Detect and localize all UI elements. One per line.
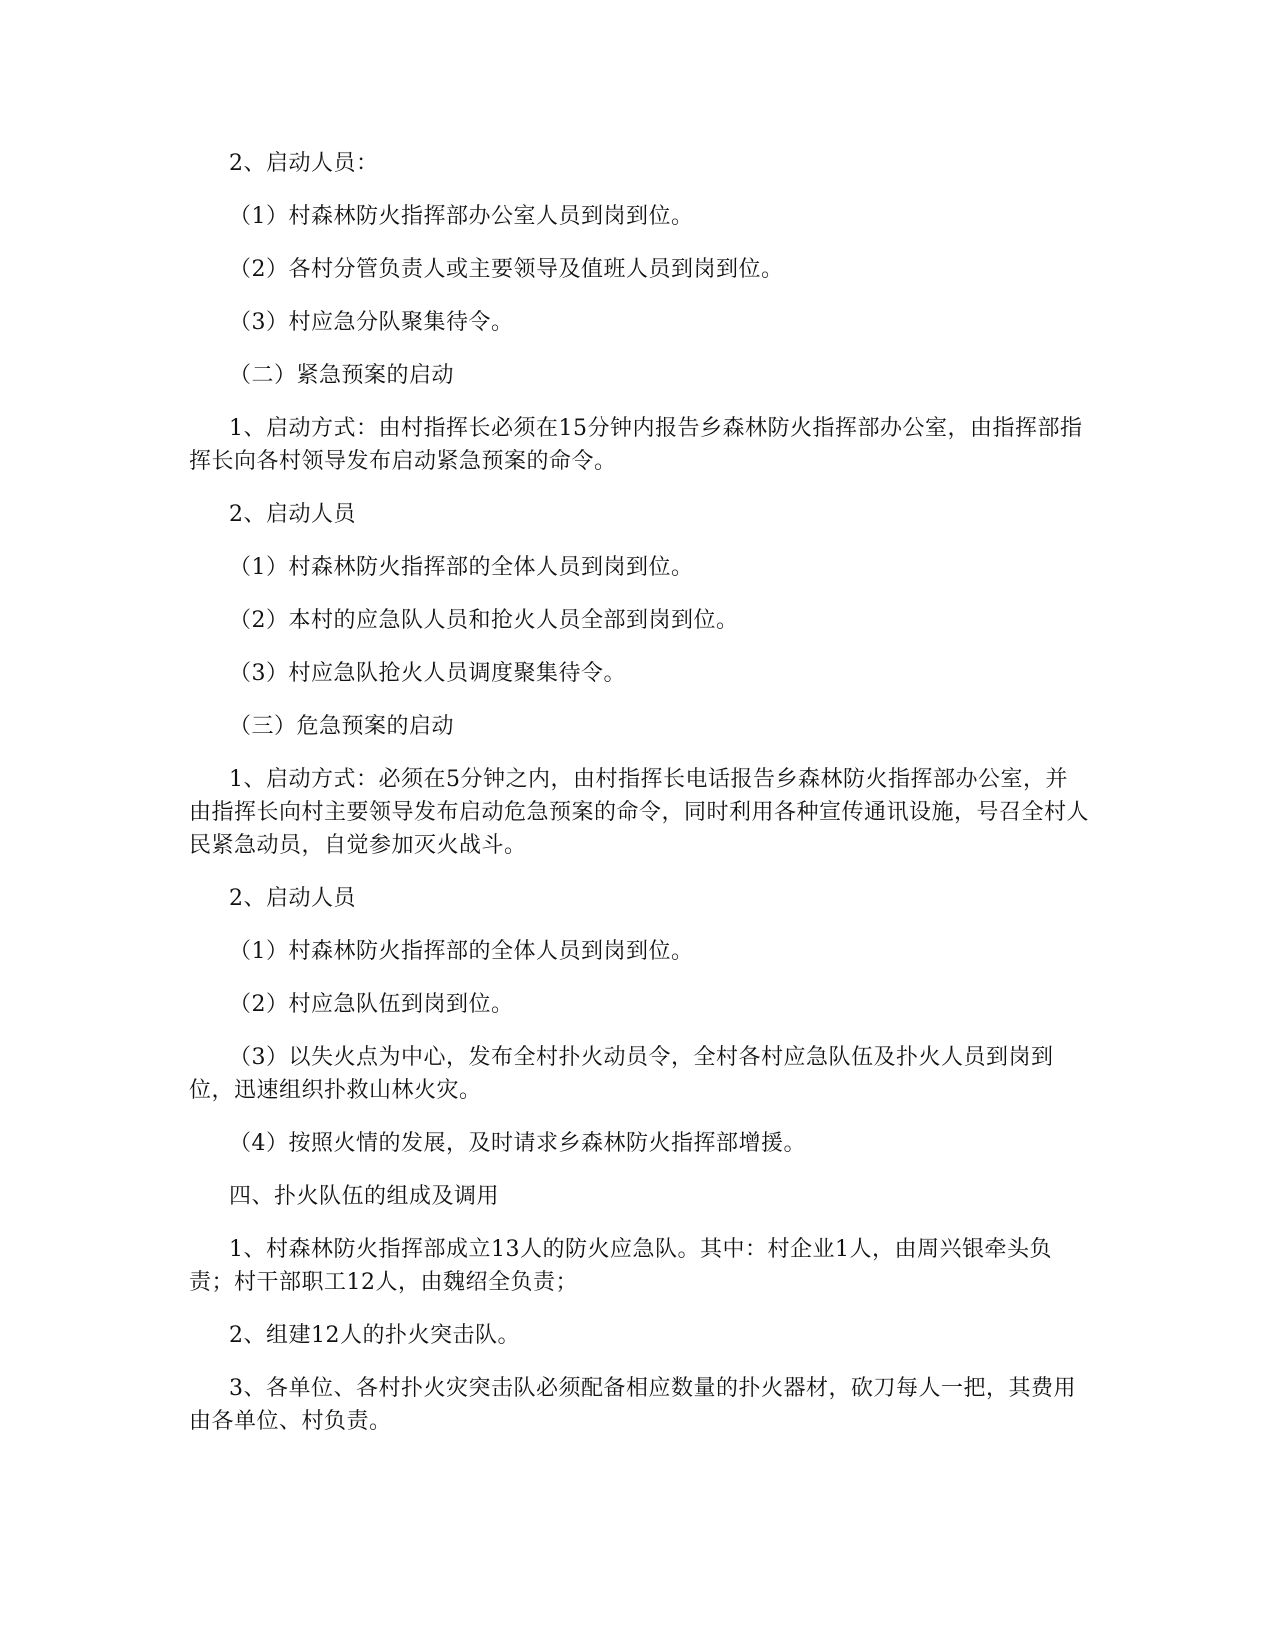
paragraph-start-personnel-heading: 2、启动人员 bbox=[229, 886, 356, 911]
paragraph-list-item: （2）本村的应急队人员和抢火人员全部到岗到位。 bbox=[229, 608, 739, 633]
paragraph-team-item: 2、组建12人的扑火突击队。 bbox=[229, 1323, 520, 1348]
section-heading-emergency-plan: （二）紧急预案的启动 bbox=[229, 363, 455, 388]
paragraph-start-method: 1、启动方式：必须在5分钟之内，由村指挥长电话报告乡森林防火指挥部办公室，并由指挥长向村主要领导发布启动危急预案的命令，同时利用各种宣传通讯设施，号召全村人民紧急动员，自觉参加灭火战斗。 bbox=[189, 767, 1090, 858]
section-heading-critical-plan: （三）危急预案的启动 bbox=[229, 714, 455, 739]
paragraph-list-item: （3）以失火点为中心，发布全村扑火动员令，全村各村应急队伍及扑火人员到岗到位，迅速组织扑救山林火灾。 bbox=[189, 1045, 1054, 1103]
section-heading-firefighting-team: 四、扑火队伍的组成及调用 bbox=[229, 1184, 500, 1209]
paragraph-team-item: 3、各单位、各村扑火灾突击队必须配备相应数量的扑火器材，砍刀每人一把，其费用由各单位、村负责。 bbox=[189, 1376, 1076, 1434]
paragraph-start-personnel-heading: 2、启动人员： bbox=[229, 151, 379, 176]
paragraph-team-item: 1、村森林防火指挥部成立13人的防火应急队。其中：村企业1人，由周兴银牵头负责；村干部职工12人，由魏绍全负责； bbox=[189, 1237, 1052, 1295]
paragraph-list-item: （3）村应急分队聚集待令。 bbox=[229, 310, 514, 335]
paragraph-list-item: （1）村森林防火指挥部的全体人员到岗到位。 bbox=[229, 939, 694, 964]
paragraph-list-item: （2）各村分管负责人或主要领导及值班人员到岗到位。 bbox=[229, 257, 784, 282]
paragraph-list-item: （2）村应急队伍到岗到位。 bbox=[229, 992, 514, 1017]
paragraph-list-item: （1）村森林防火指挥部办公室人员到岗到位。 bbox=[229, 204, 694, 229]
paragraph-list-item: （4）按照火情的发展，及时请求乡森林防火指挥部增援。 bbox=[229, 1131, 806, 1156]
paragraph-list-item: （1）村森林防火指挥部的全体人员到岗到位。 bbox=[229, 555, 694, 580]
paragraph-list-item: （3）村应急队抢火人员调度聚集待令。 bbox=[229, 661, 626, 686]
document-body bbox=[189, 147, 1089, 1458]
paragraph-start-method: 1、启动方式：由村指挥长必须在15分钟内报告乡森林防火指挥部办公室，由指挥部指挥长向各村领导发布启动紧急预案的命令。 bbox=[189, 416, 1083, 474]
paragraph-start-personnel-heading: 2、启动人员 bbox=[229, 502, 356, 527]
